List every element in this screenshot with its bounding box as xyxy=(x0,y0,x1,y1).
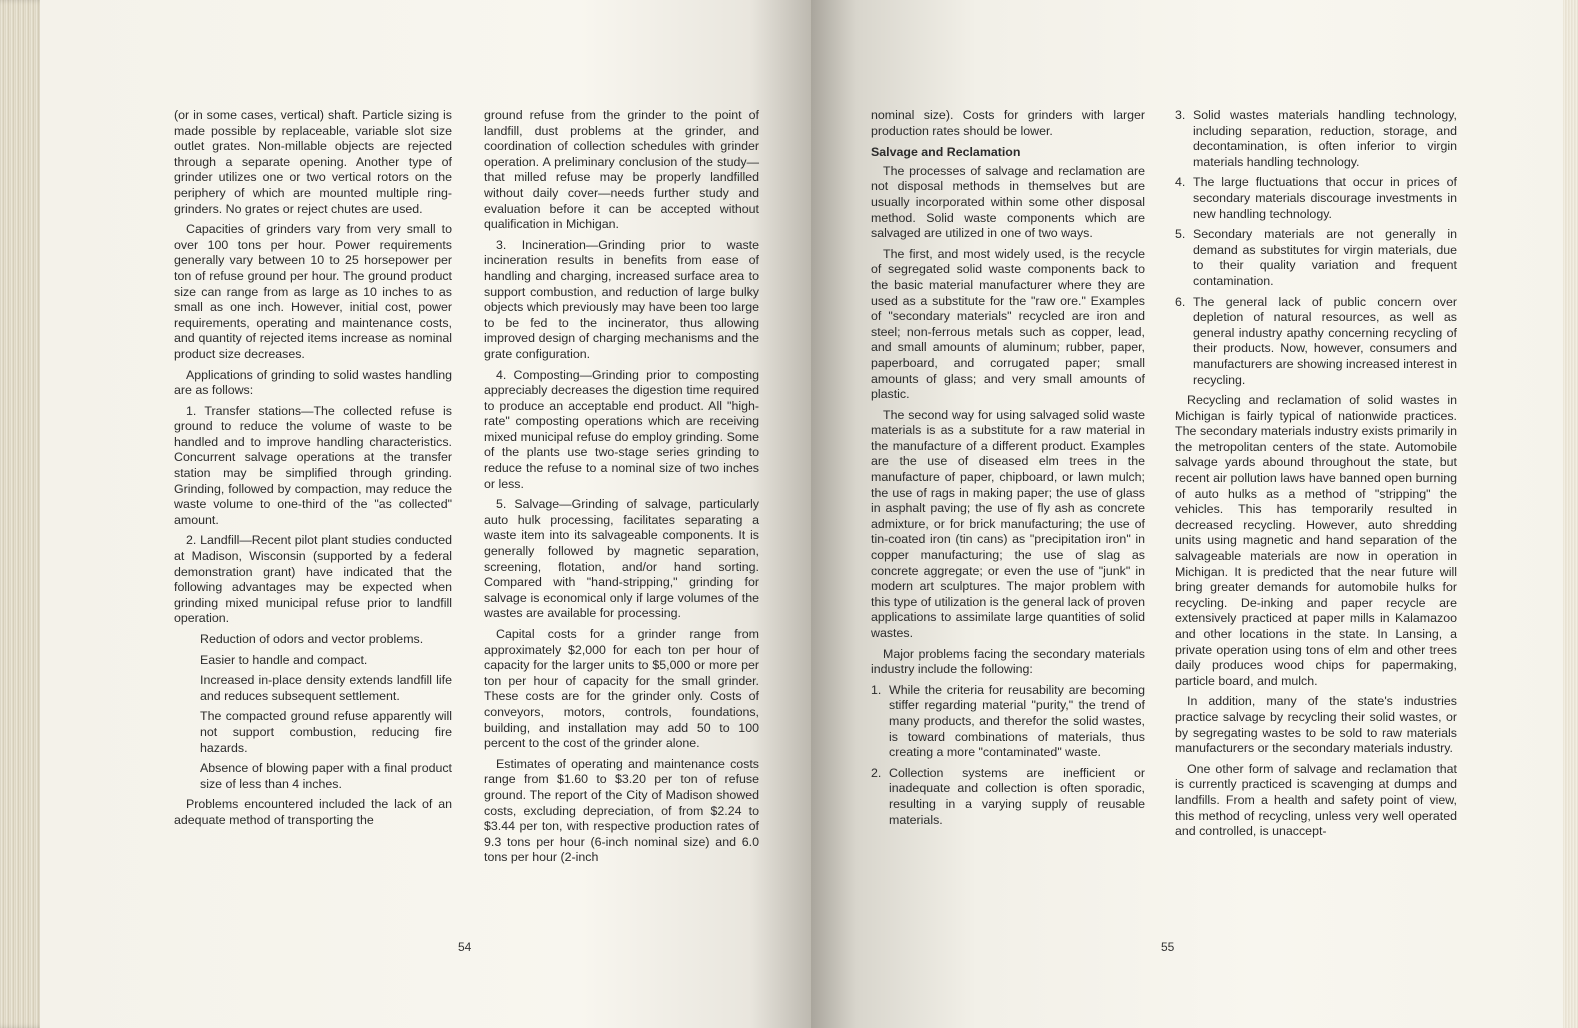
paragraph: Problems encountered included the lack of an adequate method of transporting the xyxy=(174,797,452,827)
indented-item: Increased in-place density extends landfill life and reduces subsequent settlement. xyxy=(200,673,452,703)
indented-item: Easier to handle and compact. xyxy=(200,652,368,667)
list-item: 2. Collection systems are inefficient or inadequate and collection is often sporadic, resulting in a varying supply of reusable materials. xyxy=(871,765,1145,827)
paragraph: The first, and most widely used, is the recycle of segregated solid waste components back to the basic material manufacturer where they are used as a substitute for the "raw ore." Examples of "secondary materials" recycled are iron and steel; non-ferrous metals such as copper, lead, and small amounts of aluminum; rubber, paper, paperboard, and corrugated paper; small amounts of glass; and very small amounts of plastic. xyxy=(871,246,1145,402)
paragraph: 2. Landfill—Recent pilot plant studies conducted at Madison, Wisconsin (supported by a federal demonstration grant) have indicated that the following advantages may be expected when grinding mixed municipal refuse prior to landfill operation. xyxy=(174,533,452,626)
paragraph: nominal size). Costs for grinders with larger production rates should be lower. xyxy=(871,108,1145,138)
paragraph: 5. Salvage—Grinding of salvage, particularly auto hulk processing, facilitates separating a waste item into its salvageable components. It is generally followed by magnetic separation, screening, flotation, and/or hand sorting. Compared with "hand-stripping," grinding for salvage is economical only if large volumes of the wastes are available for processing. xyxy=(484,497,759,621)
left-page-column-2 xyxy=(484,108,759,871)
left-page-column-1 xyxy=(174,108,452,834)
paragraph: One other form of salvage and reclamation that is currently practiced is scavenging at dumps and landfills. From a health and safety point of view, this method of recycling, unless very well operated and controlled, is unaccept- xyxy=(1175,761,1457,839)
paragraph: 1. Transfer stations—The collected refuse is ground to reduce the volume of waste to be handled and to improve handling characteristics. Concurrent salvage operations at the transfer station may be simplified through grinding. Grinding, followed by compaction, may reduce the waste volume to one-third of the "as collected" amount. xyxy=(174,403,452,527)
paragraph: 3. Incineration—Grinding prior to waste incineration results in benefits from ease of handling and charging, increased surface area to support combustion, and reduction of large bulky objects which previously may have been too large to be fed to the incinerator, thus allowing improved design of charging mechanisms and the grate configuration. xyxy=(484,237,759,361)
list-item: 4. The large fluctuations that occur in prices of secondary materials discourage investments in new handling technology. xyxy=(1175,175,1457,221)
list-item: 1. While the criteria for reusability are becoming stiffer regarding material "purity," the trend of many products, and therefor the solid wastes, is toward combinations of materials, thus creating a more "contaminated" waste. xyxy=(871,682,1145,760)
paragraph: 4. Composting—Grinding prior to composting appreciably decreases the digestion time required to produce an acceptable end product. All "high-rate" composting operations which are receiving mixed municipal refuse do employ grinding. Some of the plants use two-stage series grinding to reduce the refuse to a nominal size of two inches or less. xyxy=(484,367,759,491)
paragraph: (or in some cases, vertical) shaft. Particle sizing is made possible by replaceable, variable slot size outlet grates. Non-millable objects are rejected through a separate opening. Another type of grinder utilizes one or two vertical rotors on the periphery of which are mounted multiple ring-grinders. No grates or reject chutes are used. xyxy=(174,108,452,216)
page-55 xyxy=(811,0,1563,1028)
page-54 xyxy=(40,0,811,1028)
section-heading: Salvage and Reclamation xyxy=(871,145,1021,160)
paragraph: Applications of grinding to solid wastes handling are as follows: xyxy=(174,367,452,398)
paragraph: Capital costs for a grinder range from approximately $2,000 for each ton per hour of capacity for the larger units to $5,000 or more per ton per hour of capacity for the small grinder. These costs are for the grinder only. Costs of conveyors, motors, controls, foundations, building, and installation may add 50 to 100 percent to the cost of the grinder alone. xyxy=(484,627,759,751)
problems-list xyxy=(871,683,1145,828)
paragraph: The processes of salvage and reclamation are not disposal methods in themselves but are usually incorporated within some other disposal method. Solid waste components which are salvaged are utilized in one of two ways. xyxy=(871,163,1145,241)
problems-list-continued xyxy=(1175,108,1457,388)
paragraph: Capacities of grinders vary from very small to over 100 tons per hour. Power requirements generally vary between 10 to 25 horsepower per ton of refuse ground per hour. The ground product size can range from as large as 10 inches to as small as one inch. However, initial cost, power requirements, operating and maintenance costs, and quantity of rejected items increase as nominal product size decreases. xyxy=(174,222,452,361)
list-item: 5. Secondary materials are not generally in demand as substitutes for virgin materials, due to their quality variation and frequent contamination. xyxy=(1175,227,1457,288)
paragraph: The second way for using salvaged solid waste materials is as a substitute for a raw material in the manufacture of a different product. Examples are the use of diseased elm trees in the manufacture of paper, chipboard, or lawn mulch; the use of rags in making paper; the use of glass in asphalt paving; the use of fly ash as concrete admixture, or for brick manufacturing; the use of tin-coated iron (tin cans) as "precipitation iron" in copper manufacturing; the use of slag as concrete aggregate; or even the use of "junk" in modern art sculptures. The major problem with this type of utilization is the general lack of proven applications to assimilate large quantities of solid wastes. xyxy=(871,407,1145,640)
right-page-column-1 xyxy=(871,108,1145,833)
list-item: 6. The general lack of public concern over depletion of natural resources, as well as general industry apathy concerning recycling of their products. Now, however, consumers and manufacturers are showing increased interest in recycling. xyxy=(1175,294,1457,387)
paragraph: In addition, many of the state's industries practice salvage by recycling their solid wastes, or by segregating wastes to be sold to raw materials manufacturers or the secondary materials industry. xyxy=(1175,694,1457,756)
indented-item: Absence of blowing paper with a final product size of less than 4 inches. xyxy=(200,761,452,791)
page-number: 54 xyxy=(458,940,472,954)
paragraph: Recycling and reclamation of solid wastes in Michigan is fairly typical of nationwide practices. The secondary materials industry exists primarily in the metropolitan centers of the state. Automobile salvage yards abound throughout the state, but recent air pollution laws have banned open burning of auto hulks as a method of "stripping" the vehicles. This has temporarily resulted in decreased recycling. However, auto shredding units using magnetic and hand separation of the salvageable materials are now in operation in Michigan. It is predicted that the near future will bring greater demands for automobile hulks for recycling. De-inking and paper recycle are extensively practiced at paper mills in Kalamazoo and other locations in the state. In Lansing, a private operation using tons of elm and other trees daily produces wood chips for papermaking, particle board, and mulch. xyxy=(1175,393,1457,688)
list-item: 3. Solid wastes materials handling technology, including separation, reduction, storage, and decontamination, is often inferior to virgin materials handling technology. xyxy=(1175,108,1457,169)
paragraph: ground refuse from the grinder to the point of landfill, dust problems at the grinder, and coordination of collection schedules with grinder operation. A preliminary conclusion of the study—that milled refuse may be properly landfilled without daily cover—needs further study and evaluation before it can be accepted without qualification in Michigan. xyxy=(484,108,759,232)
indented-item: The compacted ground refuse apparently will not support combustion, reducing fire hazards. xyxy=(200,709,452,755)
page-number: 55 xyxy=(1161,940,1175,954)
paragraph: Major problems facing the secondary materials industry include the following: xyxy=(871,646,1145,677)
right-page-column-2 xyxy=(1175,108,1457,845)
paragraph: Estimates of operating and maintenance costs range from $1.60 to $3.20 per ton of refuse ground. The report of the City of Madison showed costs, excluding depreciation, of from $2.24 to $3.44 per ton, with respective production rates of 9.3 tons per hour (6-inch nominal size) and 6.0 tons per hour (2-inch xyxy=(484,756,759,865)
indented-item: Reduction of odors and vector problems. xyxy=(200,632,424,646)
